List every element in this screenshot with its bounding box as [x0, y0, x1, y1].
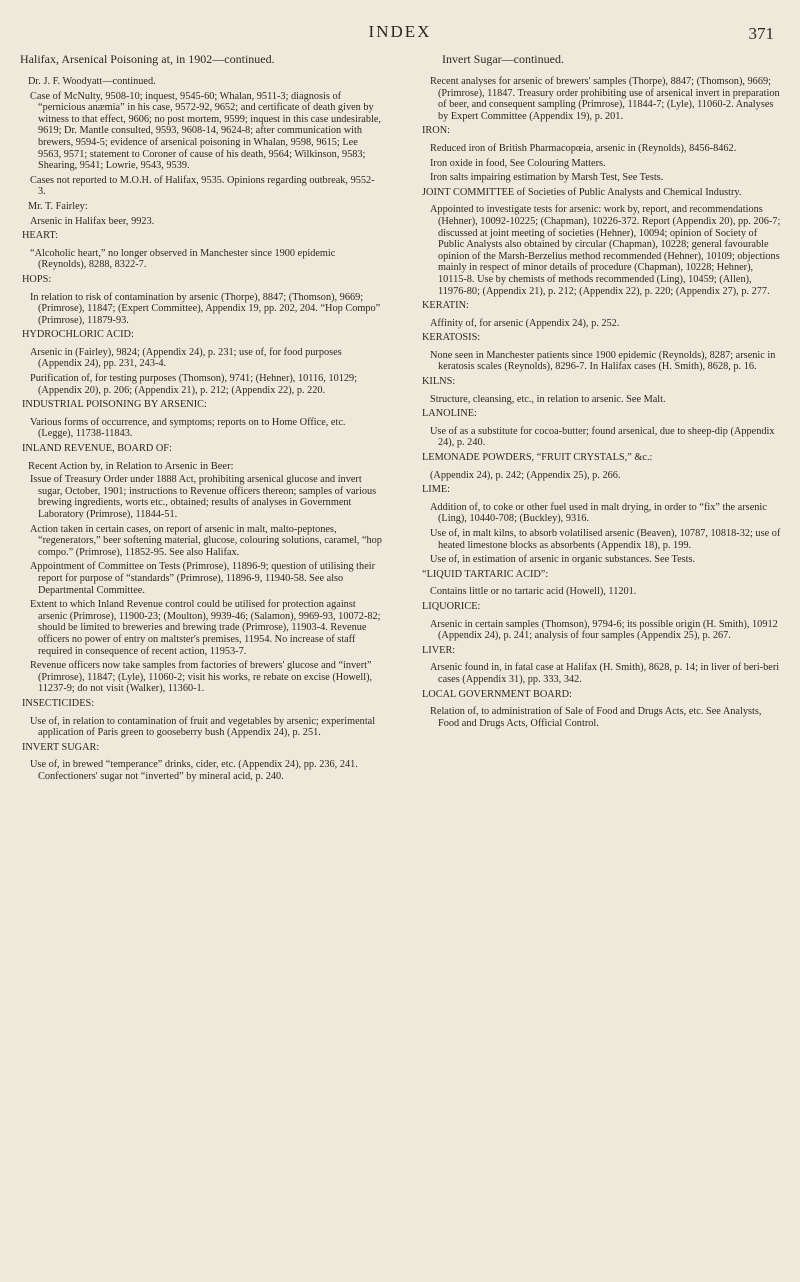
index-heading: LIME: [422, 484, 451, 496]
index-heading: KILNS: [422, 376, 456, 388]
index-heading: LIQUORICE: [422, 600, 481, 612]
index-entry: Use of, in brewed “temperance” drinks, cider, etc. (Appendix 24), pp. 236, 241. Confectioners' sugar not “inverted” by mineral acid, p. 240. [30, 759, 358, 782]
index-entry: Action taken in certain cases, on report of arsenic in malt, malto-peptones, “regenerators,” beer softening material, glucose, colouring solutions, caramel, “hop compo.” (Primrose), 11852-95. See also Halifax. [30, 523, 382, 558]
index-heading: “LIQUID TARTARIC ACID”: [422, 568, 549, 580]
index-entry: Arsenic found in, in fatal case at Halifax (H. Smith), 8628, p. 14; in liver of beri-beri cases (Appendix 31), pp. 333, 342. [430, 662, 780, 685]
left-column [22, 76, 382, 785]
index-entry: Use of, in malt kilns, to absorb volatilised arsenic (Beaven), 10787, 10818-32; use of heated limestone blocks as absorbents (Appendix 18), p. 199. [430, 528, 781, 551]
index-entry: Use of as a substitute for cocoa-butter; found arsenical, due to sheep-dip (Appendix 24), p. 240. [430, 425, 775, 449]
index-heading: INSECTICIDES: [22, 697, 95, 709]
index-heading: KERATIN: [422, 300, 469, 312]
index-entry: Extent to which Inland Revenue control could be utilised for protection against arsenic (Primrose), 11900-23; (Moulton), 9939-46; (Salamon), 9969-93, 10072-82; should be limited to breweries and brewing trade (Primrose), 11903-4. Revenue officers no power of entry on maltster's premises, 11954. No increase of staff required in consequence of recent action, 11953-7. [30, 599, 381, 657]
index-heading: INVERT SUGAR: [22, 741, 100, 753]
index-heading: JOINT COMMITTEE of Societies of Public Analysts and Chemical Industry. [422, 186, 742, 198]
index-entry: “Alcoholic heart,” no longer observed in Manchester since 1900 epidemic (Reynolds), 8288, 8322-7. [30, 247, 336, 271]
index-entry: Structure, cleansing, etc., in relation to arsenic. See Malt. [430, 393, 666, 405]
index-entry: Reduced iron of British Pharmacopœia, arsenic in (Reynolds), 8456-8462. [430, 142, 737, 154]
index-entry: Arsenic in (Fairley), 9824; (Appendix 24), p. 231; use of, for food purposes (Appendix 24), pp. 231, 243-4. [30, 346, 342, 370]
index-entry: In relation to risk of contamination by arsenic (Thorpe), 8847; (Thomson), 9669; (Primrose), 11847; (Expert Committee), Appendix 19, pp. 202, 204. “Hop Compo” (Primrose), 11879-93. [30, 291, 381, 326]
index-entry: Arsenic in Halifax beer, 9923. [30, 215, 155, 227]
running-head-left: Halifax, Arsenical Poisoning at, in 1902—continued. [20, 52, 275, 66]
index-entry: Relation of, to administration of Sale of Food and Drugs Acts, etc. See Analysts, Food and Drugs Acts, Official Control. [430, 706, 762, 729]
index-entry: (Appendix 24), p. 242; (Appendix 25), p. 266. [430, 469, 621, 481]
index-label: Mr. T. Fairley: [28, 200, 88, 212]
index-heading: HOPS: [22, 273, 52, 285]
index-entry: Case of McNulty, 9508-10; inquest, 9545-60; Whalan, 9511-3; diagnosis of “pernicious anæmia” in his case, 9572-92, 9652; and certificate of death given by witness to that effect, 9606; no post mortem, 9599; inquest in this case undesirable, 9619; Dr. Mantle consulted, 9593, 9608-14, 9624-8; after communication with brewers, 9594-5; evidence of arsenical poisoning in Whalan, 9598, 9615; Lee 9563, 9571; statement to Coroner of cause of his death, 9564; Wilkinson, 9583; Shearing, 9541; Lowrie, 9543, 9539. [30, 90, 381, 172]
index-label: Dr. J. F. Woodyatt—continued. [28, 76, 156, 87]
index-heading: INLAND REVENUE, BOARD OF: [22, 443, 172, 455]
index-entry: Cases not reported to M.O.H. of Halifax, 9535. Opinions regarding outbreak, 9552-3. [30, 174, 375, 198]
index-entry: Purification of, for testing purposes (Thomson), 9741; (Hehner), 10116, 10129; (Appendix 20), p. 206; (Appendix 21), p. 212; (Appendix 22), p. 220. [30, 373, 358, 396]
index-entry: Use of, in relation to contamination of fruit and vegetables by arsenic; experimental application of Paris green to gooseberry bush (Appendix 24), p. 251. [30, 715, 376, 739]
index-entry: Issue of Treasury Order under 1888 Act, prohibiting arsenical glucose and invert sugar, October, 1901; instructions to Revenue officers thereon; samples of various brewing ingredients, worts etc., obtained; results of analyses in Government Laboratory (Primrose), 11844-51. [30, 474, 377, 520]
index-heading: LIVER: [422, 644, 456, 656]
index-entry: Various forms of occurrence, and symptoms; reports on to Home Office, etc. (Legge), 11738-11843. [30, 416, 346, 440]
index-heading: IRON: [422, 125, 451, 137]
index-entry: Iron salts impairing estimation by Marsh Test, See Tests. [430, 172, 664, 184]
right-column [422, 76, 782, 732]
page-title: INDEX [368, 22, 432, 41]
index-entry: Addition of, to coke or other fuel used in malt drying, in order to “fix” the arsenic (Ling), 10440-708; (Buckley), 9316. [430, 501, 767, 525]
running-head-right: Invert Sugar—continued. [442, 52, 564, 66]
index-entry: Appointed to investigate tests for arsenic: work by, report, and recommendations (Hehner), 10092-10225; (Chapman), 10226-372. Report (Appendix 20), pp. 206-7; discussed at joint meeting of societies (Hehner), 10094; opinion of Society of Public Analysts also obtained by circular (Chapman), 10228; general favourable opinion of the Marsh-Berzelius method recommended (Hehner), 10109; objections mainly in respect of minor details of procedure (Chapman), 10228; Hehner), 10115-8. Use by chemists of methods recommended (Ling), 10459; (Allen), 11976-80; (Appendix 21), p. 212; (Appendix 22), p. 220; (Appendix 27), p. 277. [430, 204, 781, 297]
index-heading: KERATOSIS: [422, 332, 481, 344]
index-entry: Contains little or no tartaric acid (Howell), 11201. [430, 586, 637, 598]
index-heading: LEMONADE POWDERS, “FRUIT CRYSTALS,” &c.: [422, 452, 653, 464]
index-heading: LOCAL GOVERNMENT BOARD: [422, 688, 572, 700]
index-entry: Arsenic in certain samples (Thomson), 9794-6; its possible origin (H. Smith), 10912 (Appendix 24), p. 241; analysis of four samples (Appendix 25), p. 267. [430, 618, 778, 642]
index-heading: LANOLINE: [422, 408, 477, 420]
running-heads [20, 52, 780, 74]
index-entry: Affinity of, for arsenic (Appendix 24), p. 252. [430, 317, 620, 329]
index-heading: HYDROCHLORIC ACID: [22, 329, 134, 341]
index-entry: Iron oxide in food, See Colouring Matters. [430, 157, 606, 169]
index-heading: HEART: [22, 230, 59, 242]
index-heading: INDUSTRIAL POISONING BY ARSENIC: [22, 399, 207, 411]
index-entry: Appointment of Committee on Tests (Primrose), 11896-9; question of utilising their report for purpose of “standards” (Primrose), 11896-9, 11940-58. See also Departmental Committee. [30, 561, 376, 596]
index-entry: Revenue officers now take samples from factories of brewers' glucose and “invert” (Primrose), 11847; (Lyle), 11060-2; visit his works, re rebate on excise (Howell), 11237-9; do not visit (Walker), 11360-1. [30, 660, 373, 695]
index-subheading: Recent Action by, in Relation to Arsenic in Beer: [28, 460, 234, 472]
page-number: 371 [748, 24, 774, 43]
index-entry: Use of, in estimation of arsenic in organic substances. See Tests. [430, 554, 696, 566]
index-entry: None seen in Manchester patients since 1900 epidemic (Reynolds), 8287; arsenic in keratosis scales (Reynolds), 8296-7. In Halifax cases (H. Smith), 8628, p. 16. [430, 349, 776, 373]
index-entry: Recent analyses for arsenic of brewers' samples (Thorpe), 8847; (Thomson), 9669; (Primrose), 11847. Treasury order prohibiting use of arsenical invert in preparation of beer, and consequent sampling (Primrose), 11844-7; (Lyle), 11060-2. Analyses by Expert Committee (Appendix 19), p. 201. [430, 76, 780, 122]
